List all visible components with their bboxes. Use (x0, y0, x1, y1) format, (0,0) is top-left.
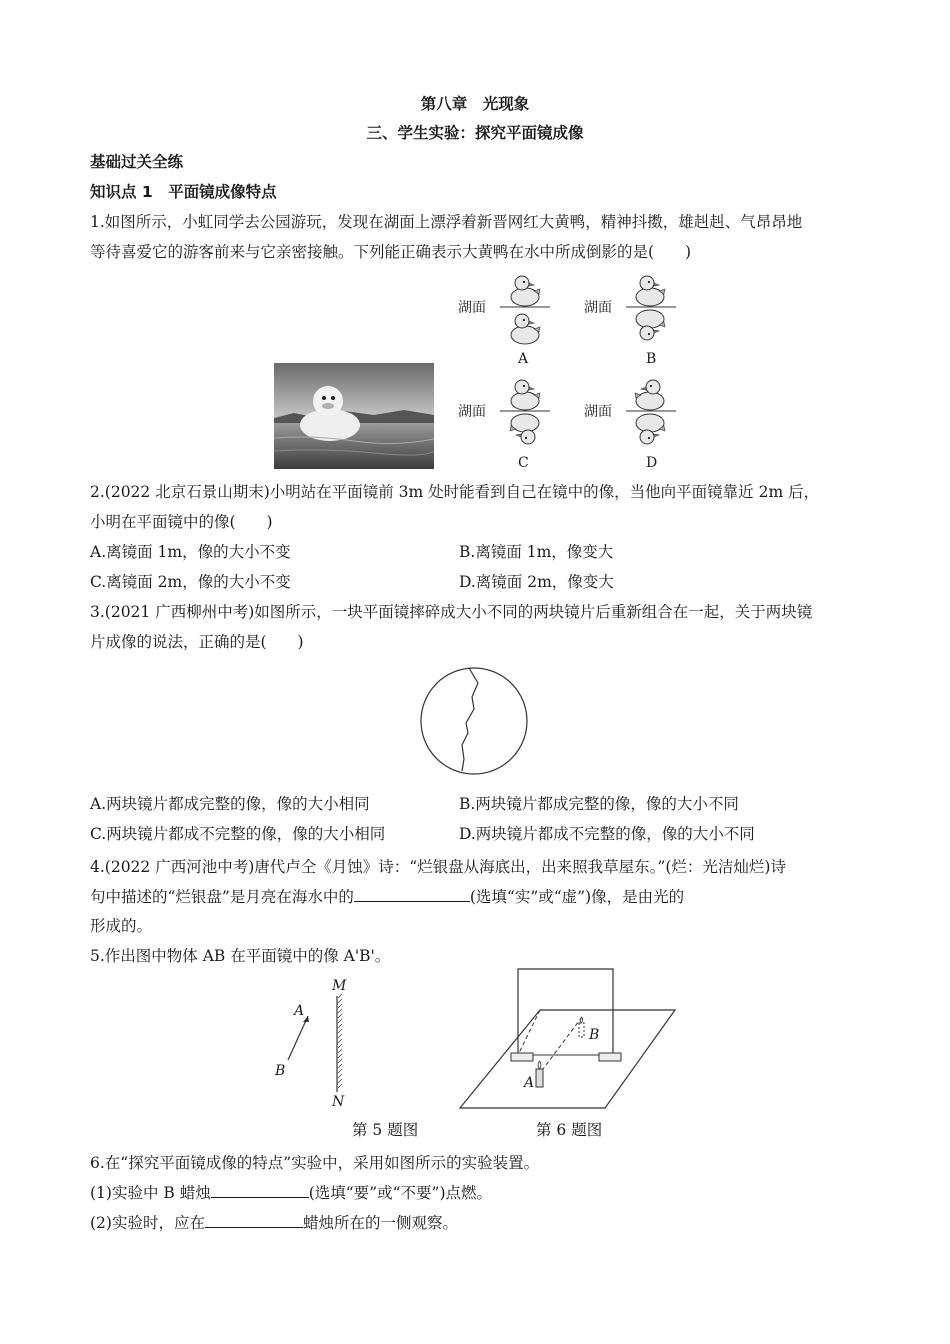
q1-line2: 等待喜爱它的游客前来与它亲密接触。下列能正确表示大黄鸭在水中所成倒影的是( ) (90, 243, 692, 261)
mirror-label-n: N (332, 1094, 345, 1110)
chapter-title: 第八章 光现象 (420, 95, 530, 113)
q6-part1-blank[interactable] (211, 1183, 309, 1198)
q6-part2-end: 蜡烛所在的一侧观察。 (302, 1214, 458, 1232)
q4-line2 (90, 885, 684, 907)
option-c-label: C (518, 455, 529, 471)
q6-caption: 第 6 题图 (536, 1121, 603, 1139)
lake-label-c: 湖面 (458, 404, 486, 420)
q2-line1: 2.(2022 北京石景山期末)小明站在平面镜前 3m 处时能看到自己在镜中的像，当他向平面镜靠近 2m 后， (90, 483, 820, 501)
q4-line2-start: 句中描述的“烂银盘”是月亮在海水中的 (90, 888, 354, 906)
q6-figure (455, 965, 685, 1113)
q4-line2-end: (选填“实”或“虚”)像，是由光的 (469, 888, 685, 906)
option-d-label: D (646, 455, 658, 471)
q5-figure (270, 972, 360, 1112)
q3-line1: 3.(2021 广西柳州中考)如图所示，一块平面镜摔碎成大小不同的两块镜片后重新组合在一起，关于两块镜 (90, 603, 813, 621)
duck-options-figure (450, 270, 700, 475)
q4-answer-blank[interactable] (354, 887, 470, 902)
q4-line1: 4.(2022 广西河池中考)唐代卢仝《月蚀》诗：“烂银盘从海底出，出来照我草屋东。”(烂：光洁灿烂)诗 (90, 858, 786, 876)
q3-option-d: D.两块镜片都成不完整的像，像的大小不同 (459, 825, 755, 843)
section-title: 三、学生实验：探究平面镜成像 (366, 124, 584, 142)
knowledge-point: 知识点 1 平面镜成像特点 (90, 183, 277, 201)
q6-part2-start: (2)实验时，应在 (90, 1214, 205, 1232)
q3-option-b: B.两块镜片都成完整的像，像的大小不同 (459, 795, 739, 813)
q6-part2 (90, 1211, 458, 1233)
lake-label-a: 湖面 (458, 300, 486, 316)
q4-line3: 形成的。 (90, 917, 153, 935)
q5-caption: 第 5 题图 (352, 1121, 419, 1139)
q2-option-c: C.离镜面 2m，像的大小不变 (90, 573, 291, 591)
q6-part1-end: (选填“要”或“不要”)点燃。 (308, 1184, 492, 1202)
q6-part1 (90, 1181, 492, 1203)
q2-option-d: D.离镜面 2m，像变大 (459, 573, 614, 591)
broken-mirror-figure (418, 665, 530, 777)
q6-intro: 6.在“探究平面镜成像的特点”实验中，采用如图所示的实验装置。 (90, 1154, 540, 1172)
lake-label-b: 湖面 (584, 300, 612, 316)
q3-line2: 片成像的说法，正确的是( ) (90, 633, 304, 651)
duck-photo (274, 363, 434, 469)
q1-line1: 1.如图所示，小虹同学去公园游玩，发现在湖面上漂浮着新晋网红大黄鸭，精神抖擞，雄赳赳、气昂昂地 (90, 213, 803, 231)
q3-option-c: C.两块镜片都成不完整的像，像的大小相同 (90, 825, 386, 843)
option-b-label: B (646, 351, 657, 367)
q5-text: 5.作出图中物体 AB 在平面镜中的像 A'B'。 (90, 947, 391, 965)
practice-title: 基础过关全练 (90, 153, 184, 171)
q2-line2: 小明在平面镜中的像( ) (90, 513, 273, 531)
object-label-b: B (275, 1063, 286, 1079)
q3-option-a: A.两块镜片都成完整的像，像的大小相同 (90, 795, 370, 813)
q2-option-a: A.离镜面 1m，像的大小不变 (90, 543, 291, 561)
q6-part2-blank[interactable] (205, 1213, 303, 1228)
lake-label-d: 湖面 (584, 404, 612, 420)
mirror-label-m: M (332, 978, 347, 994)
object-label-a: A (294, 1003, 305, 1019)
q6-part1-start: (1)实验中 B 蜡烛 (90, 1184, 211, 1202)
option-a-label: A (518, 351, 529, 367)
candle-label-a: A (524, 1075, 535, 1091)
q2-option-b: B.离镜面 1m，像变大 (459, 543, 614, 561)
candle-label-b: B (589, 1027, 600, 1043)
